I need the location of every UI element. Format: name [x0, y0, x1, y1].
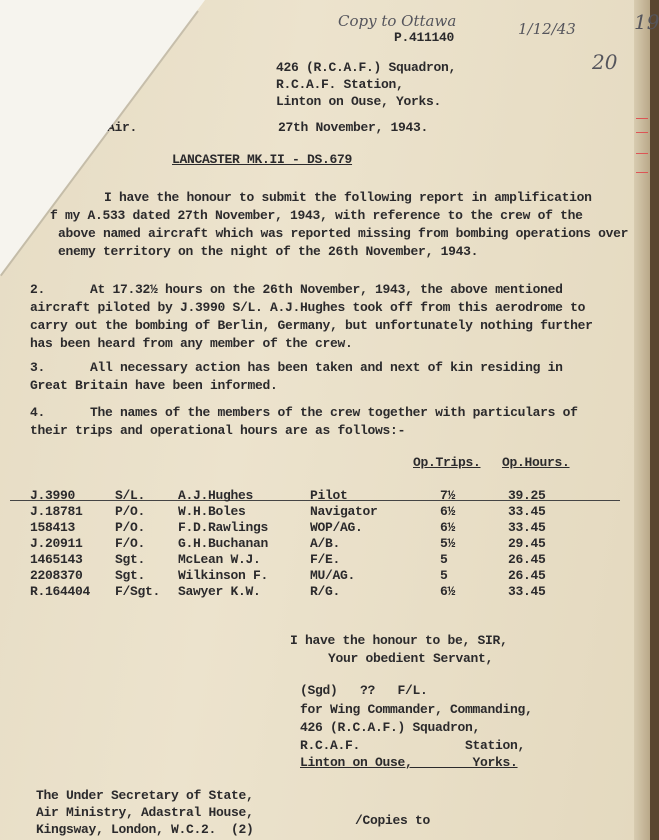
crew-name: F.D.Rawlings: [178, 520, 269, 535]
signatory-line: Linton on Ouse, Yorks.: [300, 755, 518, 770]
crew-role: Navigator: [310, 504, 378, 519]
letter-date: 27th November, 1943.: [278, 120, 429, 135]
paragraph-line: Great Britain have been informed.: [30, 378, 278, 393]
page-number: 20: [592, 50, 618, 74]
column-header-trips: Op.Trips.: [413, 455, 481, 470]
paragraph-line: carry out the bombing of Berlin, Germany, but unfortunately nothing further: [30, 318, 593, 333]
op-hours: 26.45: [508, 568, 546, 583]
crew-role: WOP/AG.: [310, 520, 363, 535]
signatory-line: R.C.A.F. Station,: [300, 738, 526, 753]
paragraph-line: I have the honour to submit the following report in amplification: [104, 190, 592, 205]
op-hours: 33.45: [508, 584, 546, 599]
paragraph-line: 2. At 17.32½ hours on the 26th November, 1943, the above mentioned: [30, 282, 563, 297]
service-number: 158413: [30, 520, 76, 535]
recipient-line: The Under Secretary of State,: [36, 788, 254, 803]
edge-number: 19: [634, 10, 659, 34]
page-edge: [634, 0, 650, 840]
edge-tick: [636, 132, 648, 133]
edge-tick: [636, 153, 648, 154]
paragraph-line: has been heard from any member of the crew.: [30, 336, 353, 351]
op-trips: 5½: [440, 536, 456, 551]
service-number: 2208370: [30, 568, 83, 583]
crew-role: R/G.: [310, 584, 341, 599]
op-trips: 5: [440, 568, 448, 583]
handwritten-note: Copy to Ottawa: [338, 12, 457, 30]
rank: P/O.: [115, 504, 146, 519]
rank: Sgt.: [115, 568, 146, 583]
address-line: R.C.A.F. Station,: [276, 77, 404, 92]
paragraph-line: above named aircraft which was reported missing from bombing operations over: [58, 226, 629, 241]
address-line: Linton on Ouse, Yorks.: [276, 94, 442, 109]
op-trips: 7½: [440, 488, 456, 503]
copies-to: /Copies to: [355, 813, 431, 828]
crew-name: G.H.Buchanan: [178, 536, 269, 551]
paragraph-line: 4. The names of the members of the crew together with particulars of: [30, 405, 578, 420]
crew-name: A.J.Hughes: [178, 488, 254, 503]
recipient-line: Air Ministry, Adastral House,: [36, 805, 254, 820]
paragraph-line: enemy territory on the night of the 26th November, 1943.: [58, 244, 479, 259]
op-hours: 33.45: [508, 520, 546, 535]
signatory-line: 426 (R.C.A.F.) Squadron,: [300, 720, 481, 735]
op-trips: 6½: [440, 504, 456, 519]
op-trips: 5: [440, 552, 448, 567]
address-line: 426 (R.C.A.F.) Squadron,: [276, 60, 457, 75]
file-reference: d/Air.: [92, 120, 138, 135]
edge-tick: [636, 172, 648, 173]
paragraph-line: f my A.533 dated 27th November, 1943, with reference to the crew of the: [50, 208, 583, 223]
op-hours: 33.45: [508, 504, 546, 519]
crew-name: McLean W.J.: [178, 552, 261, 567]
service-number: J.18781: [30, 504, 83, 519]
rank: F/O.: [115, 536, 146, 551]
closing-line: Your obedient Servant,: [328, 651, 494, 666]
paragraph-line: aircraft piloted by J.3990 S/L. A.J.Hughes took off from this aerodrome to: [30, 300, 586, 315]
service-number: 1465143: [30, 552, 83, 567]
paragraph-line: 3. All necessary action has been taken and next of kin residing in: [30, 360, 563, 375]
paragraph-line: their trips and operational hours are as follows:-: [30, 423, 406, 438]
service-number: R.164404: [30, 584, 91, 599]
reference-number: P.411140: [394, 30, 455, 45]
crew-name: Sawyer K.W.: [178, 584, 261, 599]
recipient-line: Kingsway, London, W.C.2. (2): [36, 822, 254, 837]
op-trips: 6½: [440, 584, 456, 599]
crew-role: F/E.: [310, 552, 341, 567]
edge-tick: [636, 118, 648, 119]
rank: Sgt.: [115, 552, 146, 567]
column-header-hours: Op.Hours.: [502, 455, 570, 470]
crew-role: A/B.: [310, 536, 341, 551]
crew-name: W.H.Boles: [178, 504, 246, 519]
crew-role: MU/AG.: [310, 568, 356, 583]
crew-role: Pilot: [310, 488, 348, 503]
op-trips: 6½: [440, 520, 456, 535]
subject-heading: LANCASTER MK.II - DS.679: [172, 152, 353, 167]
signatory-line: for Wing Commander, Commanding,: [300, 702, 533, 717]
op-hours: 39.25: [508, 488, 546, 503]
handwritten-date: 1/12/43: [518, 20, 576, 38]
signature: (Sgd) ?? F/L.: [300, 683, 428, 698]
closing-line: I have the honour to be, SIR,: [290, 633, 508, 648]
op-hours: 26.45: [508, 552, 546, 567]
service-number: J.3990: [30, 488, 76, 503]
rank: P/O.: [115, 520, 146, 535]
service-number: J.20911: [30, 536, 83, 551]
rank: F/Sgt.: [115, 584, 161, 599]
op-hours: 29.45: [508, 536, 546, 551]
rank: S/L.: [115, 488, 146, 503]
crew-name: Wilkinson F.: [178, 568, 269, 583]
